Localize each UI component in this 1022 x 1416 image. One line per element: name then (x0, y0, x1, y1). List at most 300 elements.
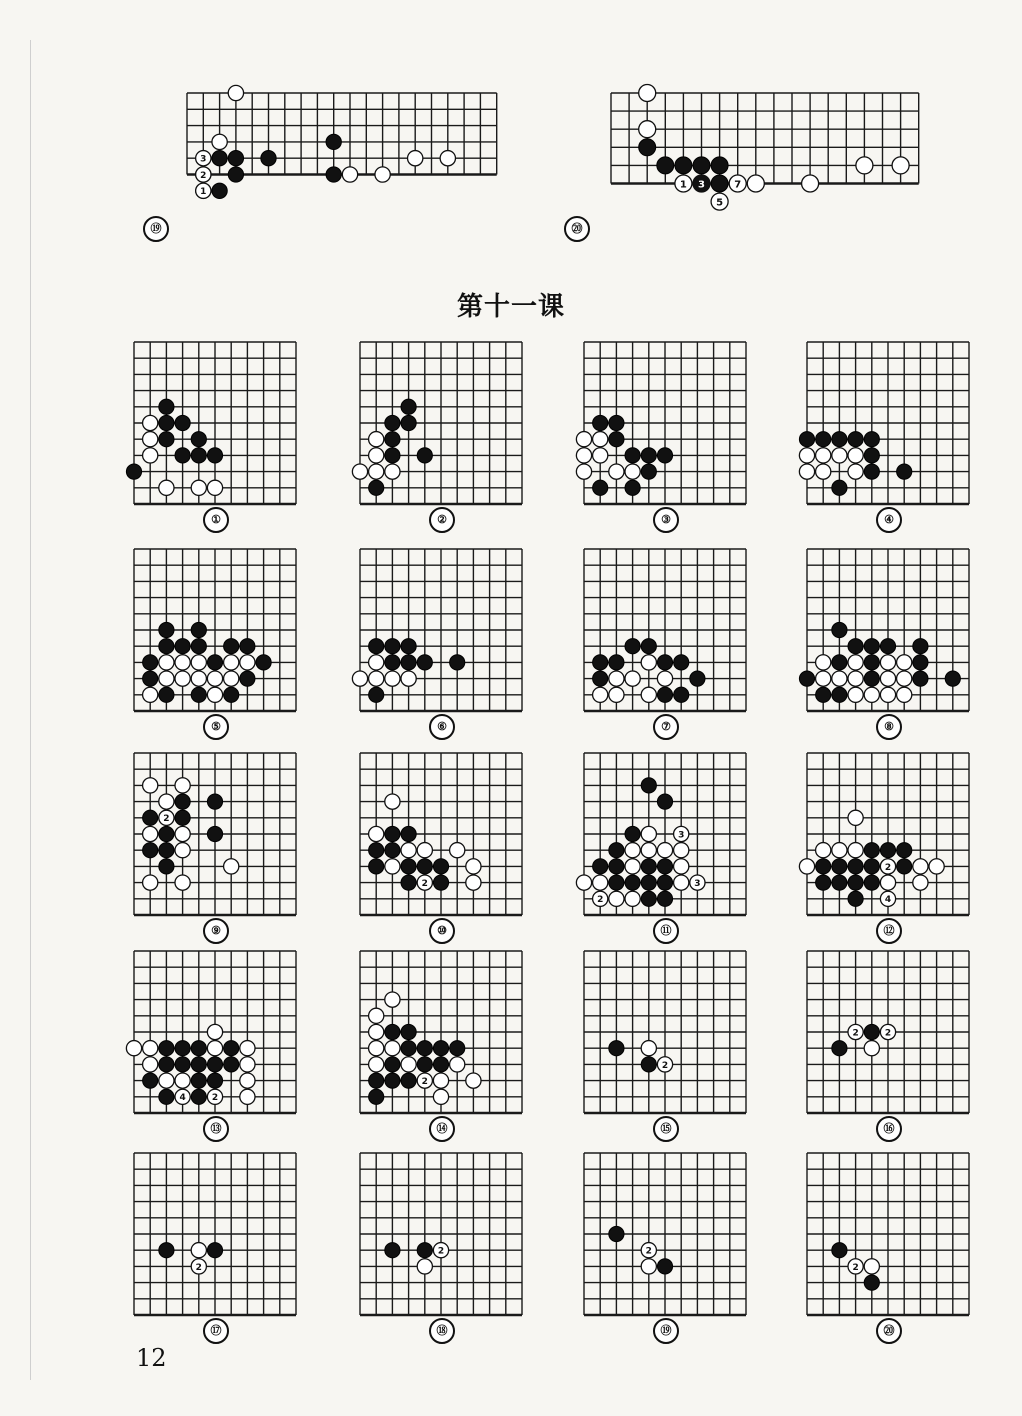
black-stone (175, 448, 190, 463)
black-stone (143, 810, 158, 825)
white-stone (207, 480, 222, 495)
white-stone (175, 826, 190, 841)
black-stone (864, 639, 879, 654)
black-stone (369, 687, 384, 702)
white-stone (897, 655, 912, 670)
black-stone (369, 639, 384, 654)
white-stone (576, 432, 591, 447)
black-stone (711, 175, 728, 192)
black-stone (401, 1073, 416, 1088)
black-stone (913, 655, 928, 670)
problem-3-label: ③ (653, 507, 679, 533)
black-stone (639, 139, 656, 156)
black-stone (224, 1041, 239, 1056)
black-stone (159, 1041, 174, 1056)
white-stone (639, 121, 656, 138)
white-stone (191, 1243, 206, 1258)
black-stone (175, 1057, 190, 1072)
black-stone (401, 1041, 416, 1056)
white-stone (747, 175, 764, 192)
problem-3-board (583, 341, 747, 505)
black-stone (401, 875, 416, 890)
white-stone (799, 464, 814, 479)
problem-14-board (359, 950, 523, 1114)
white-stone (639, 84, 656, 101)
black-stone (609, 415, 624, 430)
numbered-stone (880, 859, 895, 874)
white-stone (385, 1041, 400, 1056)
problem-20-svg (806, 1152, 970, 1316)
white-stone (641, 655, 656, 670)
white-stone (207, 1024, 222, 1039)
white-stone (832, 671, 847, 686)
problem-14-svg (359, 950, 523, 1114)
white-stone (593, 875, 608, 890)
move-number: 2 (437, 1246, 445, 1257)
white-stone (240, 1057, 255, 1072)
problem-11-board (583, 752, 747, 916)
move-number: 2 (884, 862, 892, 873)
white-stone (593, 687, 608, 702)
black-stone (657, 891, 672, 906)
black-stone (417, 448, 432, 463)
black-stone (816, 687, 831, 702)
problem-9-label: ⑨ (203, 918, 229, 944)
white-stone (175, 1073, 190, 1088)
problem-11-label: ⑪ (653, 918, 679, 944)
black-stone (657, 448, 672, 463)
black-stone (799, 671, 814, 686)
white-stone (143, 778, 158, 793)
black-stone (433, 1041, 448, 1056)
black-stone (625, 448, 640, 463)
problem-11-svg (583, 752, 747, 916)
problem-6-board (359, 548, 523, 712)
black-stone (897, 843, 912, 858)
white-stone (880, 655, 895, 670)
white-stone (159, 794, 174, 809)
black-stone (417, 655, 432, 670)
white-stone (864, 687, 879, 702)
black-stone (641, 464, 656, 479)
white-stone (417, 843, 432, 858)
black-stone (191, 622, 206, 637)
white-stone (674, 843, 689, 858)
black-stone (417, 1041, 432, 1056)
problem-19-label: ⑲ (653, 1318, 679, 1344)
white-stone (576, 448, 591, 463)
black-stone (816, 432, 831, 447)
white-stone (466, 1073, 481, 1088)
white-stone (175, 671, 190, 686)
black-stone (401, 859, 416, 874)
numbered-stone (196, 151, 211, 166)
numbered-stone (848, 1024, 863, 1039)
numbered-stone (417, 1073, 432, 1088)
move-number: 2 (163, 814, 170, 825)
black-stone (945, 671, 960, 686)
black-stone (224, 639, 239, 654)
black-stone (385, 1243, 400, 1258)
problem-10-label: ⑩ (429, 918, 455, 944)
black-stone (641, 859, 656, 874)
white-stone (175, 778, 190, 793)
move-number: 2 (661, 1060, 669, 1071)
numbered-stone (729, 175, 746, 192)
black-stone (832, 432, 847, 447)
black-stone (609, 843, 624, 858)
move-number: 2 (884, 1028, 892, 1039)
white-stone (593, 448, 608, 463)
black-stone (401, 655, 416, 670)
problem-4-svg (806, 341, 970, 505)
problem-17-svg (133, 1152, 297, 1316)
white-stone (848, 843, 863, 858)
white-stone (832, 448, 847, 463)
move-number: 4 (179, 1093, 186, 1104)
white-stone (143, 826, 158, 841)
top-problem-20-label: ⑳ (564, 216, 590, 242)
black-stone (897, 859, 912, 874)
black-stone (864, 432, 879, 447)
numbered-stone (880, 1024, 895, 1039)
black-stone (159, 826, 174, 841)
white-stone (369, 655, 384, 670)
problem-14-label: ⑭ (429, 1116, 455, 1142)
white-stone (832, 843, 847, 858)
white-stone (625, 671, 640, 686)
black-stone (369, 1089, 384, 1104)
black-stone (799, 432, 814, 447)
black-stone (159, 1243, 174, 1258)
problem-5-board (133, 548, 297, 712)
white-stone (369, 1024, 384, 1039)
move-number: 3 (678, 830, 685, 841)
black-stone (641, 639, 656, 654)
problem-4-board (806, 341, 970, 505)
white-stone (240, 655, 255, 670)
white-stone (674, 859, 689, 874)
top-problem-20-board (610, 92, 920, 209)
black-stone (191, 432, 206, 447)
black-stone (675, 157, 692, 174)
section-title: 第十一课 (456, 292, 565, 322)
black-stone (897, 464, 912, 479)
white-stone (450, 843, 465, 858)
problem-20-label: ⑳ (876, 1318, 902, 1344)
black-stone (609, 859, 624, 874)
white-stone (143, 687, 158, 702)
move-number: 2 (421, 1077, 428, 1088)
move-number: 5 (716, 197, 724, 209)
problem-15-label: ⑮ (653, 1116, 679, 1142)
white-stone (816, 655, 831, 670)
black-stone (641, 448, 656, 463)
black-stone (832, 480, 847, 495)
white-stone (880, 875, 895, 890)
white-stone (369, 448, 384, 463)
black-stone (385, 415, 400, 430)
black-stone (401, 399, 416, 414)
black-stone (385, 1024, 400, 1039)
problem-2-board (359, 341, 523, 505)
move-number: 2 (195, 1262, 202, 1273)
black-stone (816, 859, 831, 874)
white-stone (352, 464, 367, 479)
numbered-stone (196, 183, 211, 198)
black-stone (657, 875, 672, 890)
white-stone (799, 859, 814, 874)
numbered-stone (690, 875, 705, 890)
black-stone (832, 859, 847, 874)
black-stone (864, 859, 879, 874)
black-stone (326, 167, 341, 182)
white-stone (126, 1041, 141, 1056)
white-stone (433, 1089, 448, 1104)
black-stone (228, 151, 243, 166)
black-stone (625, 826, 640, 841)
numbered-stone (417, 875, 432, 890)
black-stone (191, 1057, 206, 1072)
black-stone (657, 1259, 672, 1274)
black-stone (848, 875, 863, 890)
white-stone (175, 655, 190, 670)
black-stone (657, 859, 672, 874)
white-stone (191, 671, 206, 686)
white-stone (609, 687, 624, 702)
numbered-stone (641, 1243, 656, 1258)
numbered-stone (196, 167, 211, 182)
white-stone (864, 1041, 879, 1056)
black-stone (864, 448, 879, 463)
black-stone (207, 1073, 222, 1088)
black-stone (369, 859, 384, 874)
problem-15-svg (583, 950, 747, 1114)
white-stone (609, 891, 624, 906)
white-stone (816, 448, 831, 463)
problem-8-svg (806, 548, 970, 712)
problem-3-svg (583, 341, 747, 505)
move-number: 3 (200, 154, 207, 165)
top-problem-20-svg (610, 92, 920, 209)
white-stone (848, 687, 863, 702)
white-stone (207, 671, 222, 686)
black-stone (641, 875, 656, 890)
white-stone (466, 859, 481, 874)
problem-2-svg (359, 341, 523, 505)
white-stone (848, 464, 863, 479)
top-problem-19-label: ⑲ (143, 216, 169, 242)
black-stone (385, 1073, 400, 1088)
white-stone (440, 151, 455, 166)
white-stone (224, 655, 239, 670)
problem-12-label: ⑫ (876, 918, 902, 944)
problem-20-board (806, 1152, 970, 1316)
problem-9-svg (133, 752, 297, 916)
white-stone (224, 671, 239, 686)
white-stone (625, 464, 640, 479)
white-stone (848, 671, 863, 686)
black-stone (143, 655, 158, 670)
white-stone (799, 448, 814, 463)
white-stone (342, 167, 357, 182)
white-stone (625, 891, 640, 906)
white-stone (385, 464, 400, 479)
white-stone (892, 157, 909, 174)
white-stone (385, 794, 400, 809)
white-stone (401, 1057, 416, 1072)
black-stone (212, 151, 227, 166)
black-stone (417, 859, 432, 874)
numbered-stone (207, 1089, 222, 1104)
black-stone (609, 655, 624, 670)
white-stone (143, 415, 158, 430)
white-stone (433, 1073, 448, 1088)
black-stone (207, 1057, 222, 1072)
numbered-stone (880, 891, 895, 906)
black-stone (159, 415, 174, 430)
problem-10-svg (359, 752, 523, 916)
page-number: 12 (136, 1344, 167, 1372)
white-stone (207, 1041, 222, 1056)
black-stone (175, 415, 190, 430)
move-number: 4 (884, 895, 892, 906)
black-stone (126, 464, 141, 479)
problem-18-label: ⑱ (429, 1318, 455, 1344)
black-stone (159, 843, 174, 858)
problem-5-svg (133, 548, 297, 712)
white-stone (369, 671, 384, 686)
black-stone (433, 1057, 448, 1072)
white-stone (657, 843, 672, 858)
numbered-stone (675, 175, 692, 192)
move-number: 7 (734, 179, 742, 191)
black-stone (832, 622, 847, 637)
black-stone (159, 1089, 174, 1104)
white-stone (369, 1057, 384, 1072)
black-stone (848, 859, 863, 874)
white-stone (191, 480, 206, 495)
white-stone (848, 810, 863, 825)
black-stone (657, 794, 672, 809)
black-stone (385, 639, 400, 654)
problem-19-board (583, 1152, 747, 1316)
white-stone (212, 134, 227, 149)
black-stone (207, 448, 222, 463)
white-stone (159, 480, 174, 495)
black-stone (191, 1073, 206, 1088)
problem-7-board (583, 548, 747, 712)
white-stone (466, 875, 481, 890)
white-stone (240, 1073, 255, 1088)
black-stone (417, 1243, 432, 1258)
black-stone (143, 671, 158, 686)
white-stone (175, 843, 190, 858)
black-stone (191, 639, 206, 654)
white-stone (385, 671, 400, 686)
black-stone (693, 157, 710, 174)
black-stone (159, 399, 174, 414)
black-stone (609, 1226, 624, 1241)
black-stone (433, 859, 448, 874)
white-stone (401, 671, 416, 686)
black-stone (433, 875, 448, 890)
white-stone (816, 843, 831, 858)
white-stone (880, 671, 895, 686)
white-stone (816, 464, 831, 479)
black-stone (674, 687, 689, 702)
black-stone (385, 1057, 400, 1072)
black-stone (401, 826, 416, 841)
move-number: 1 (200, 187, 207, 198)
white-stone (641, 1041, 656, 1056)
move-number: 1 (679, 179, 687, 191)
black-stone (690, 671, 705, 686)
black-stone (369, 480, 384, 495)
problem-5-label: ⑤ (203, 714, 229, 740)
problem-1-label: ① (203, 507, 229, 533)
white-stone (408, 151, 423, 166)
problem-10-board (359, 752, 523, 916)
black-stone (832, 655, 847, 670)
black-stone (401, 415, 416, 430)
move-number: 2 (211, 1093, 219, 1104)
problem-1-svg (133, 341, 297, 505)
black-stone (657, 655, 672, 670)
numbered-stone (175, 1089, 190, 1104)
black-stone (864, 1024, 879, 1039)
black-stone (401, 639, 416, 654)
black-stone (326, 134, 341, 149)
numbered-stone (693, 175, 710, 192)
white-stone (913, 875, 928, 890)
black-stone (641, 891, 656, 906)
move-number: 2 (421, 879, 428, 890)
black-stone (609, 432, 624, 447)
white-stone (609, 671, 624, 686)
white-stone (401, 843, 416, 858)
black-stone (711, 157, 728, 174)
black-stone (385, 826, 400, 841)
white-stone (576, 875, 591, 890)
white-stone (674, 875, 689, 890)
problem-8-board (806, 548, 970, 712)
black-stone (593, 671, 608, 686)
white-stone (143, 1057, 158, 1072)
problem-12-svg (806, 752, 970, 916)
problem-4-label: ④ (876, 507, 902, 533)
black-stone (864, 655, 879, 670)
white-stone (880, 687, 895, 702)
white-stone (593, 432, 608, 447)
white-stone (864, 1259, 879, 1274)
problem-16-board (806, 950, 970, 1114)
black-stone (880, 639, 895, 654)
white-stone (369, 1041, 384, 1056)
numbered-stone (711, 193, 728, 210)
move-number: 2 (645, 1246, 652, 1257)
move-number: 2 (200, 170, 207, 181)
problem-13-svg (133, 950, 297, 1114)
white-stone (913, 859, 928, 874)
black-stone (385, 843, 400, 858)
problem-15-board (583, 950, 747, 1114)
problem-19-svg (583, 1152, 747, 1316)
black-stone (191, 687, 206, 702)
white-stone (191, 655, 206, 670)
numbered-stone (848, 1259, 863, 1274)
white-stone (848, 655, 863, 670)
